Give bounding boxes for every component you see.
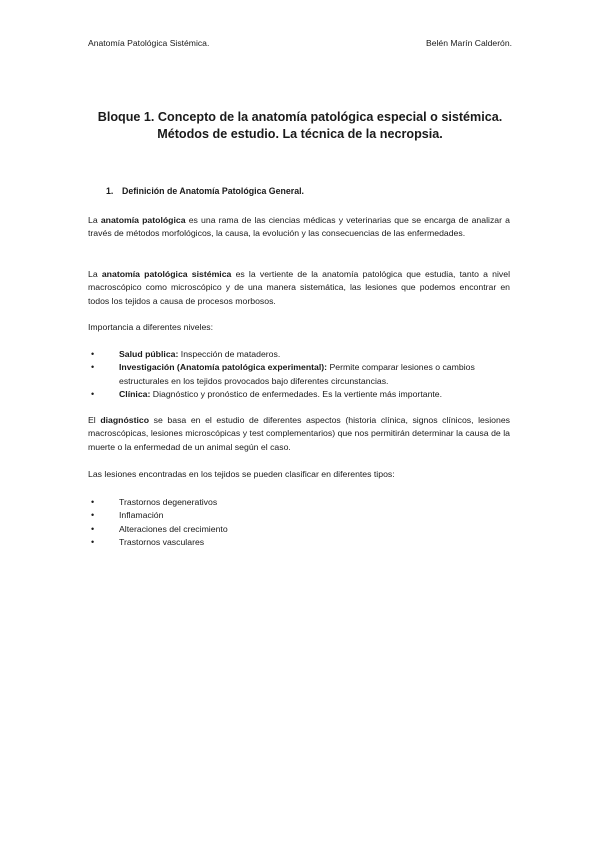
header-left: Anatomía Patológica Sistémica. (88, 38, 210, 48)
title-line-1: Bloque 1. Concepto de la anatomía patológica especial o sistémica. (97, 110, 503, 124)
list-item-text: Alteraciones del crecimiento (119, 523, 228, 534)
title-line-2: Métodos de estudio. La técnica de la necropsia. (157, 127, 443, 141)
list-item (88, 348, 510, 361)
section-number: 1. (106, 186, 114, 196)
paragraph-text: La (88, 215, 101, 225)
bullet-icon: • (91, 510, 95, 521)
list-item (88, 496, 510, 509)
bullet-icon: • (91, 362, 95, 373)
bold-term: Investigación (Anatomía patológica experimental): (119, 362, 328, 373)
bold-term: Salud pública: (119, 349, 179, 359)
paragraph-text: La (88, 269, 102, 279)
lesion-types-list (88, 496, 510, 550)
list-item (88, 361, 510, 388)
bold-term: anatomía patológica (100, 215, 186, 225)
importance-list (88, 348, 510, 402)
paragraph-text: se basa en el estudio de diferentes aspectos (historia clínica, signos clínicos, lesiones macroscópicas, lesiones microscópicas y test complementarios) que nos permitirán determinar la causa de la muerte o la enfermedad de un animal según el caso. (88, 415, 510, 452)
paragraph-importance: Importancia a diferentes niveles: (88, 322, 214, 332)
header-right: Belén Marín Calderón. (426, 38, 512, 48)
list-item (88, 388, 510, 401)
bullet-icon: • (91, 389, 95, 400)
list-item-text: Permite comparar lesiones o cambios estructurales en los tejidos provocados bajo diferentes circunstancias. (119, 362, 475, 386)
list-item-text: Diagnóstico y pronóstico de enfermedades. Es la vertiente más importante. (150, 389, 443, 400)
paragraph-definition (88, 214, 510, 241)
section-heading (106, 186, 304, 196)
page-title (60, 109, 540, 143)
bullet-icon: • (91, 523, 95, 534)
bullet-icon: • (91, 497, 95, 507)
list-item-text: Inspección de mataderos. (178, 349, 281, 359)
paragraph-text: es la vertiente de la anatomía patológica que estudia, tanto a nivel macroscópico como microscópico y de una manera sistemática, las lesiones que podemos encontrar en todos los tejidos a causa de procesos morbosos. (88, 269, 510, 306)
bold-term: diagnóstico (100, 415, 150, 425)
list-item-text: Trastornos degenerativos (119, 497, 218, 507)
list-item (88, 536, 510, 549)
list-item (88, 509, 510, 522)
paragraph-systemic (88, 268, 510, 308)
paragraph-text: El (88, 415, 101, 425)
section-label: Definición de Anatomía Patológica General. (122, 186, 305, 196)
bullet-icon: • (91, 537, 95, 548)
bullet-icon: • (91, 349, 95, 359)
bold-term: anatomía patológica sistémica (101, 269, 232, 279)
paragraph-diagnosis (88, 414, 510, 454)
list-item (88, 523, 510, 536)
paragraph-lesions: Las lesiones encontradas en los tejidos se pueden clasificar en diferentes tipos: (88, 469, 395, 479)
paragraph-text: es una rama de las ciencias médicas y veterinarias que se encarga de analizar a través de métodos morfológicos, la causa, la evolución y las consecuencias de las enfermedades. (88, 215, 511, 239)
list-item-text: Inflamación (119, 510, 164, 521)
list-item-text: Trastornos vasculares (119, 537, 205, 548)
bold-term: Clínica: (119, 389, 151, 400)
